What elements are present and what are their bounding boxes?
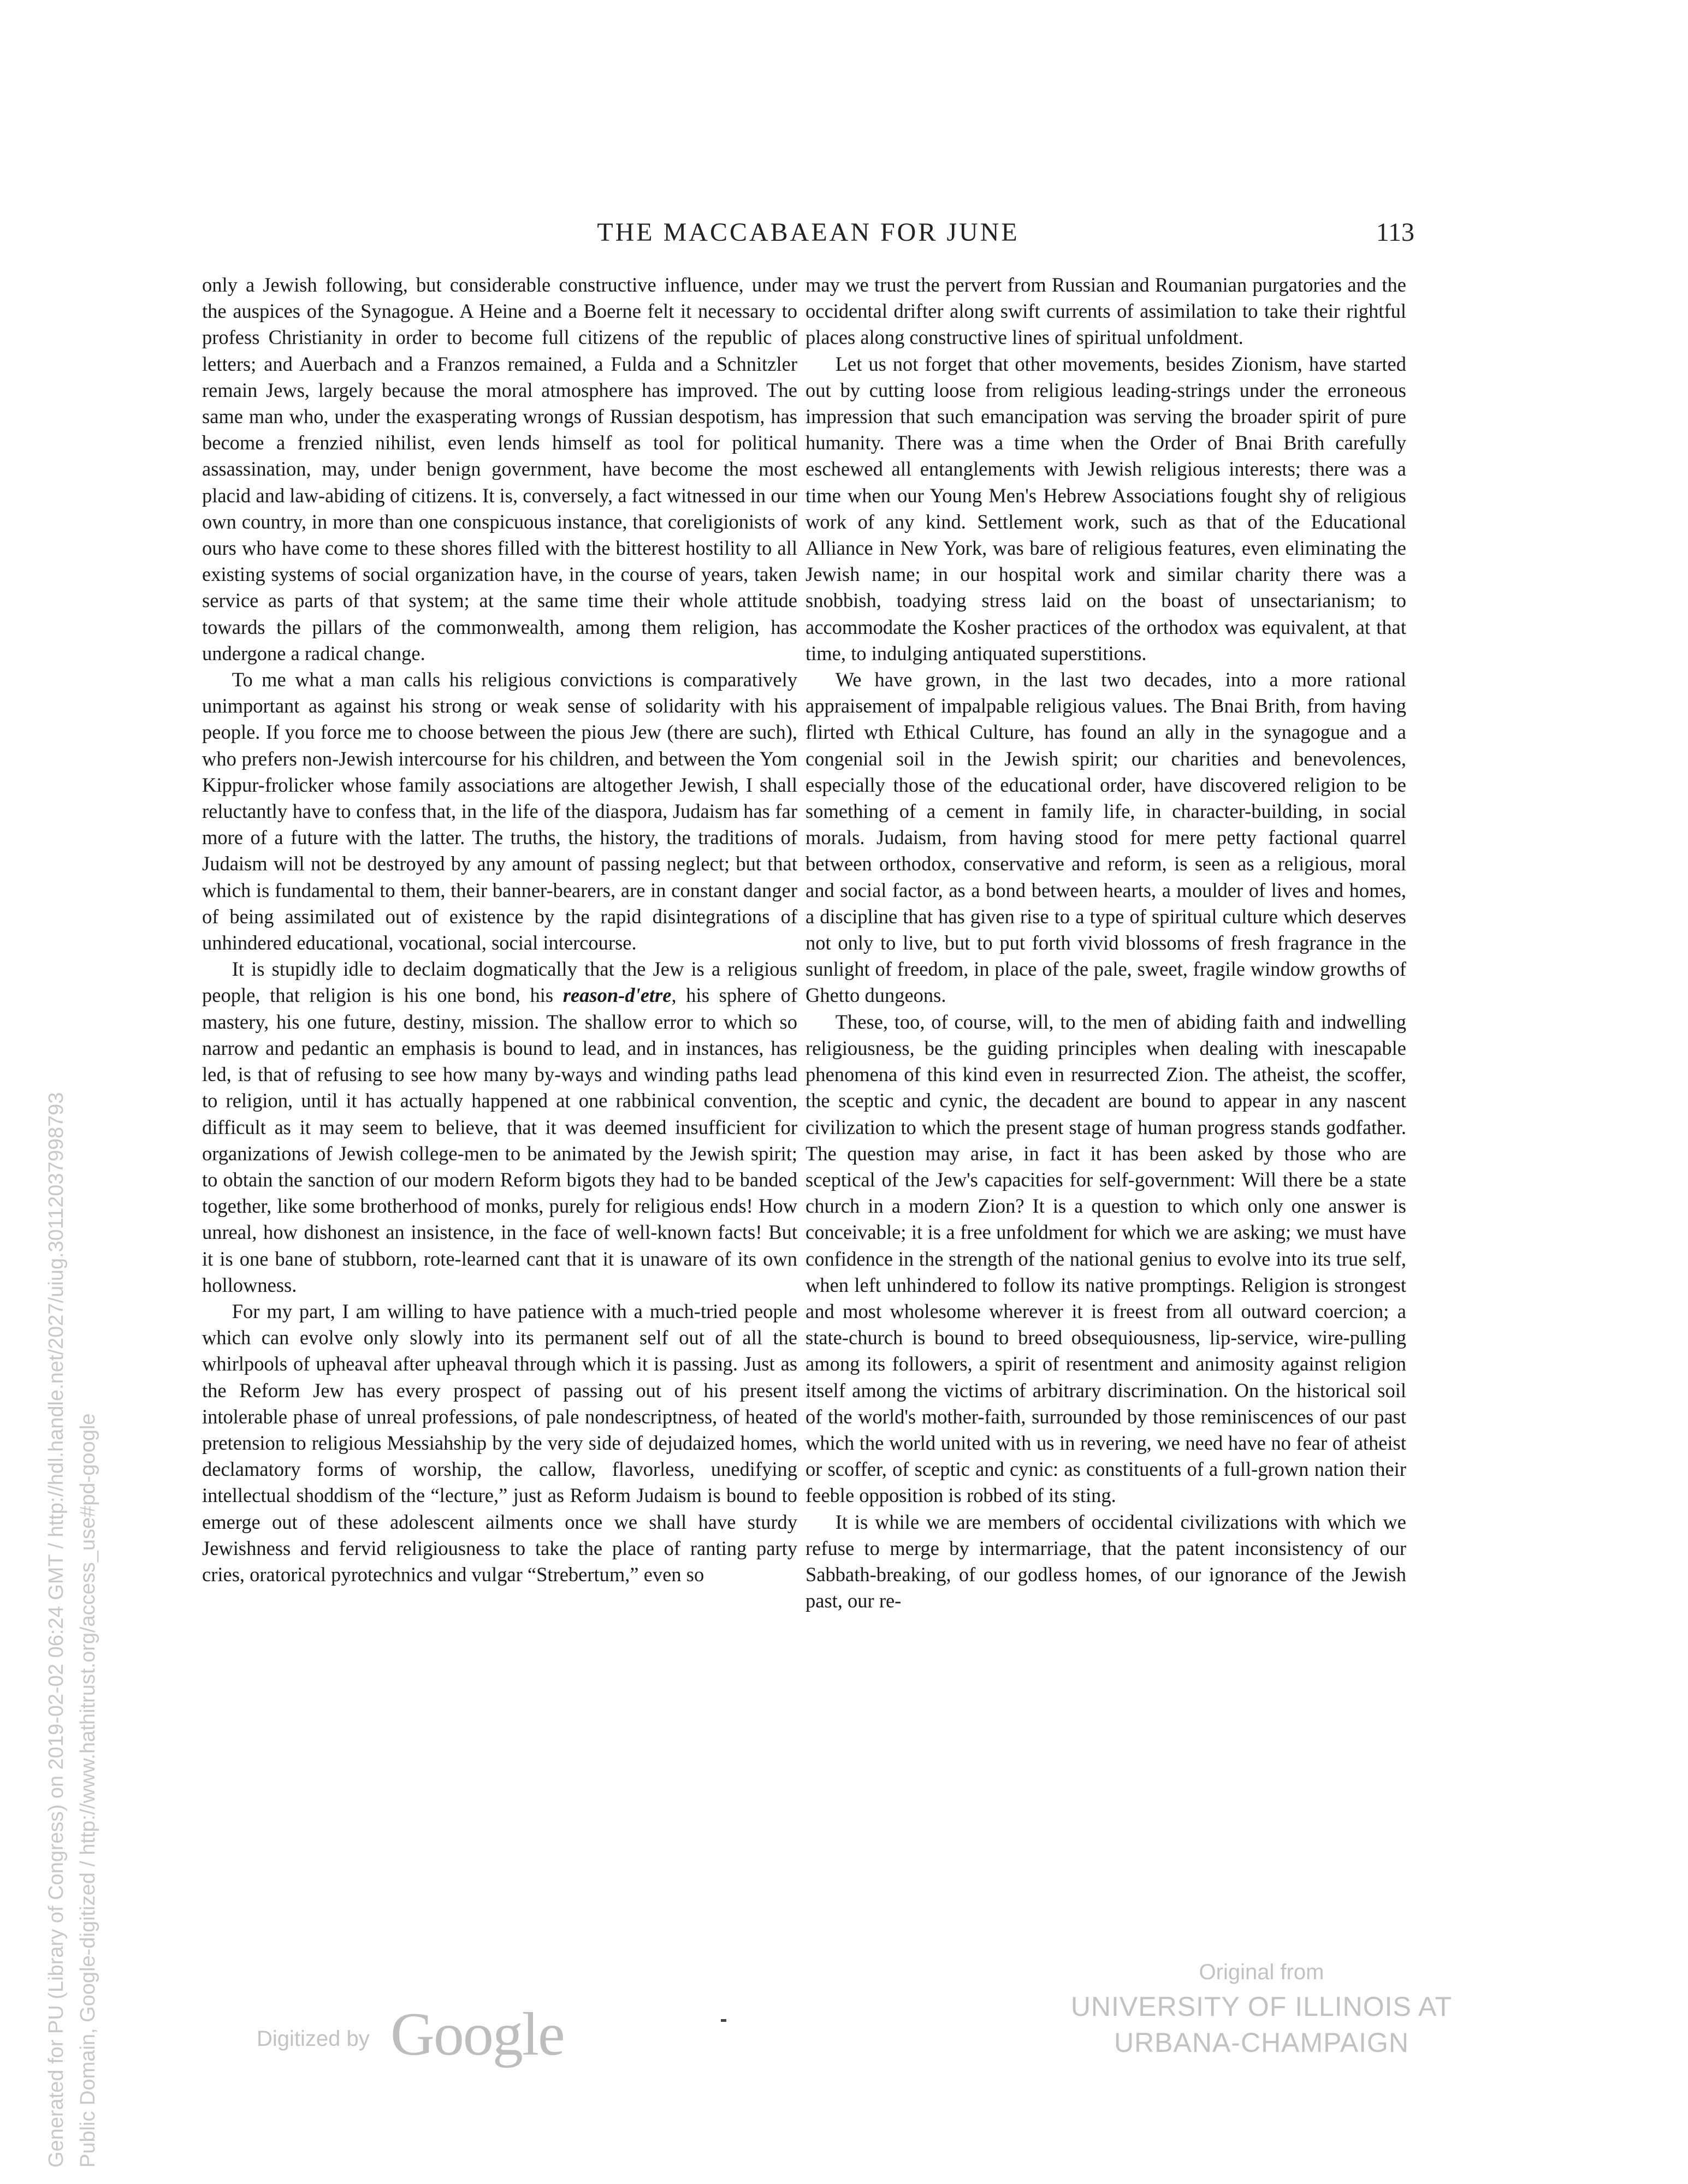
digitized-by-google	[257, 1993, 595, 2069]
digitized-by-label: Digitized by	[257, 2027, 370, 2051]
google-logo: Google	[390, 2001, 564, 2068]
original-from-block	[1049, 1956, 1474, 2061]
right-paragraph-1: may we trust the pervert from Russian and Roumanian purgatories and the occidental drifter along swift currents of assimilation to take their rightful places along constructive lines of spiritual unfoldment.	[805, 274, 1406, 349]
left-paragraph-3-part-1: It is stupidly idle to declaim dogmatically that the Jew is a religious people, that religion is his one bond, his	[202, 958, 797, 1007]
left-paragraph-2: To me what a man calls his religious convictions is comparatively unimportant as against his strong or weak sense of solidarity with his people. If you force me to choose between the pious Jew (there are such), who prefers non-Jewish intercourse for his children, and between the Yom Kippur-frolicker whose family associations are altogether Jewish, I shall reluctantly have to confess that, in the life of the diaspora, Judaism has far more of a future with the latter. The truths, the history, the traditions of Judaism will not be destroyed by any amount of passing neglect; but that which is fundamental to them, their banner-bearers, are in constant danger of being assimilated out of existence by the rapid disintegrations of unhindered educational, vocational, social intercourse.	[202, 668, 797, 954]
original-from-label: Original from	[1199, 1960, 1324, 1984]
left-paragraph-1: only a Jewish following, but considerable constructive influence, under the auspices of the Synagogue. A Heine and a Boerne felt it necessary to profess Christianity in order to become full citizens of the republic of letters; and Auerbach and a Franzos remained, a Fulda and a Schnitzler remain Jews, largely because the moral atmosphere has improved. The same man who, under the exasperating wrongs of Russian despotism, has become a frenzied nihilist, even lends himself as tool for political assassination, may, under benign government, have become the most placid and law-abiding of citizens. It is, conversely, a fact witnessed in our own country, in more than one conspicuous instance, that coreligionists of ours who have come to these shores filled with the bitterest hostility to all existing systems of social organization have, in the course of years, taken service as parts of that system; at the same time their whole attitude towards the pillars of the commonwealth, among them religion, has undergone a radical change.	[202, 274, 797, 664]
page-number: 113	[1376, 218, 1414, 247]
side-watermark	[0, 792, 142, 2179]
left-paragraph-4: For my part, I am willing to have patience with a much-tried people which can evolve only slowly into its permanent self out of all the whirlpools of upheaval after upheaval through which it is passing. Just as the Reform Jew has every prospect of passing out of his present intolerable phase of unreal professions, of pale nondescriptness, of heated pretension to religious Messiahship by the very side of dejudaized homes, declamatory forms of worship, the callow, flavorless, unedifying intellectual shoddism of the “lecture,” just as Reform Judaism is bound to emerge out of these adolescent ailments once we shall have sturdy Jewishness and fervid religiousness to take the place of ranting party cries, oratorical pyrotechnics and vulgar “Strebertum,” even so	[202, 1299, 797, 1586]
right-paragraph-5: It is while we are members of occidental civilizations with which we refuse to merge by intermarriage, that the patent inconsistency of our Sabbath-breaking, of our godless homes, of our ignorance of the Jewish past, our re-	[805, 1510, 1406, 1612]
right-paragraph-4: These, too, of course, will, to the men of abiding faith and indwelling religiousness, be the guiding principles when dealing with inescapable phenomena of this kind even in resurrected Zion. The atheist, the scoffer, the sceptic and cynic, the decadent are bound to appear in any nascent civilization to which the present stage of human progress stands godfather. The question may arise, in fact it has been asked by those who are sceptical of the Jew's capacities for self-government: Will there be a state church in a modern Zion? It is a question to which only one answer is conceivable; it is a free unfoldment for which we are asking; we must have confidence in the strength of the national genius to evolve into its true self, when left unhindered to follow its native promptings. Religion is strongest and most wholesome wherever it is freest from all outward coercion; a state-church is bound to breed obsequiousness, lip-service, wire-pulling among its followers, a spirit of resentment and animosity against religion itself among the victims of arbitrary discrimination. On the historical soil of the world's mother-faith, surrounded by those reminiscences of our past which the world united with us in revering, we need have no fear of atheist or scoffer, of sceptic and cynic: as constituents of a full-grown nation their feeble opposition is robbed of its sting.	[805, 1010, 1406, 1507]
running-head	[202, 217, 1414, 256]
left-paragraph-3-part-2: , his sphere of mastery, his one future, destiny, mission. The shallow error to which so narrow and pedantic an emphasis is bound to lead, and in instances, has led, is that of refusing to see how many by-ways and winding paths lead to religion, until it has actually happened at one rabbinical convention, difficult as it may seem to believe, that it was deemed insufficient for organizations of Jewish college-men to be animated by the Jewish spirit; to obtain the sanction of our modern Reform bigots they had to be banded together, like some brotherhood of monks, purely for religious ends! How unreal, how dishonest an insistence, in the face of well-known facts! But it is one bane of stubborn, rote-learned cant that it is unaware of its own hollowness.	[202, 984, 797, 1296]
side-watermark-line-2: Public Domain, Google-digitized / http://www.hathitrust.org/access_use#pd-google	[76, 1413, 99, 2168]
left-column	[202, 272, 797, 1588]
right-paragraph-3: We have grown, in the last two decades, into a more rational appraisement of impalpable religious values. The Bnai Brith, from having flirted wth Ethical Culture, has found an ally in the synagogue and a congenial soil in the Jewish spirit; our charities and benevolences, especially those of the educational order, have discovered religion to be something of a cement in family life, in character-building, in social morals. Judaism, from having stood for mere petty factional quarrel between orthodox, conservative and reform, is seen as a religious, moral and social factor, as a bond between hearts, a moulder of lives and homes, a discipline that has given rise to a type of spiritual culture which deserves not only to live, but to put forth vivid blossoms of fresh fragrance in the sunlight of freedom, in place of the pale, sweet, fragile window growths of Ghetto dungeons.	[805, 668, 1406, 1007]
right-paragraph-2: Let us not forget that other movements, besides Zionism, have started out by cutting loose from religious leading-strings under the erroneous impression that such emancipation was serving the broader spirit of pure humanity. There was a time when the Order of Bnai Brith carefully eschewed all entanglements with Jewish religious interests; there was a time when our Young Men's Hebrew Associations fought shy of religious work of any kind. Settlement work, such as that of the Educational Alliance in New York, was bare of religious features, even eliminating the Jewish name; in our hospital work and similar charity there was a snobbish, toadying stress laid on the boast of unsectarianism; to accommodate the Kosher practices of the orthodox was equivalent, at that time, to indulging antiquated superstitions.	[805, 352, 1406, 664]
running-title: THE MACCABAEAN FOR JUNE	[597, 218, 1020, 247]
right-column	[805, 272, 1406, 1614]
left-paragraph-3	[202, 956, 797, 1298]
university-line-2: URBANA-CHAMPAIGN	[1114, 2027, 1409, 2058]
side-watermark-line-1: Generated for PU (Library of Congress) on 2019-02-02 06:24 GMT / http://hdl.handle.net/2027/uiug.30112037998793	[45, 1092, 68, 2168]
emphasis-reason-d-etre: reason-d'etre	[562, 984, 672, 1007]
print-mark	[721, 2019, 726, 2022]
university-line-1: UNIVERSITY OF ILLINOIS AT	[1070, 1991, 1453, 2022]
